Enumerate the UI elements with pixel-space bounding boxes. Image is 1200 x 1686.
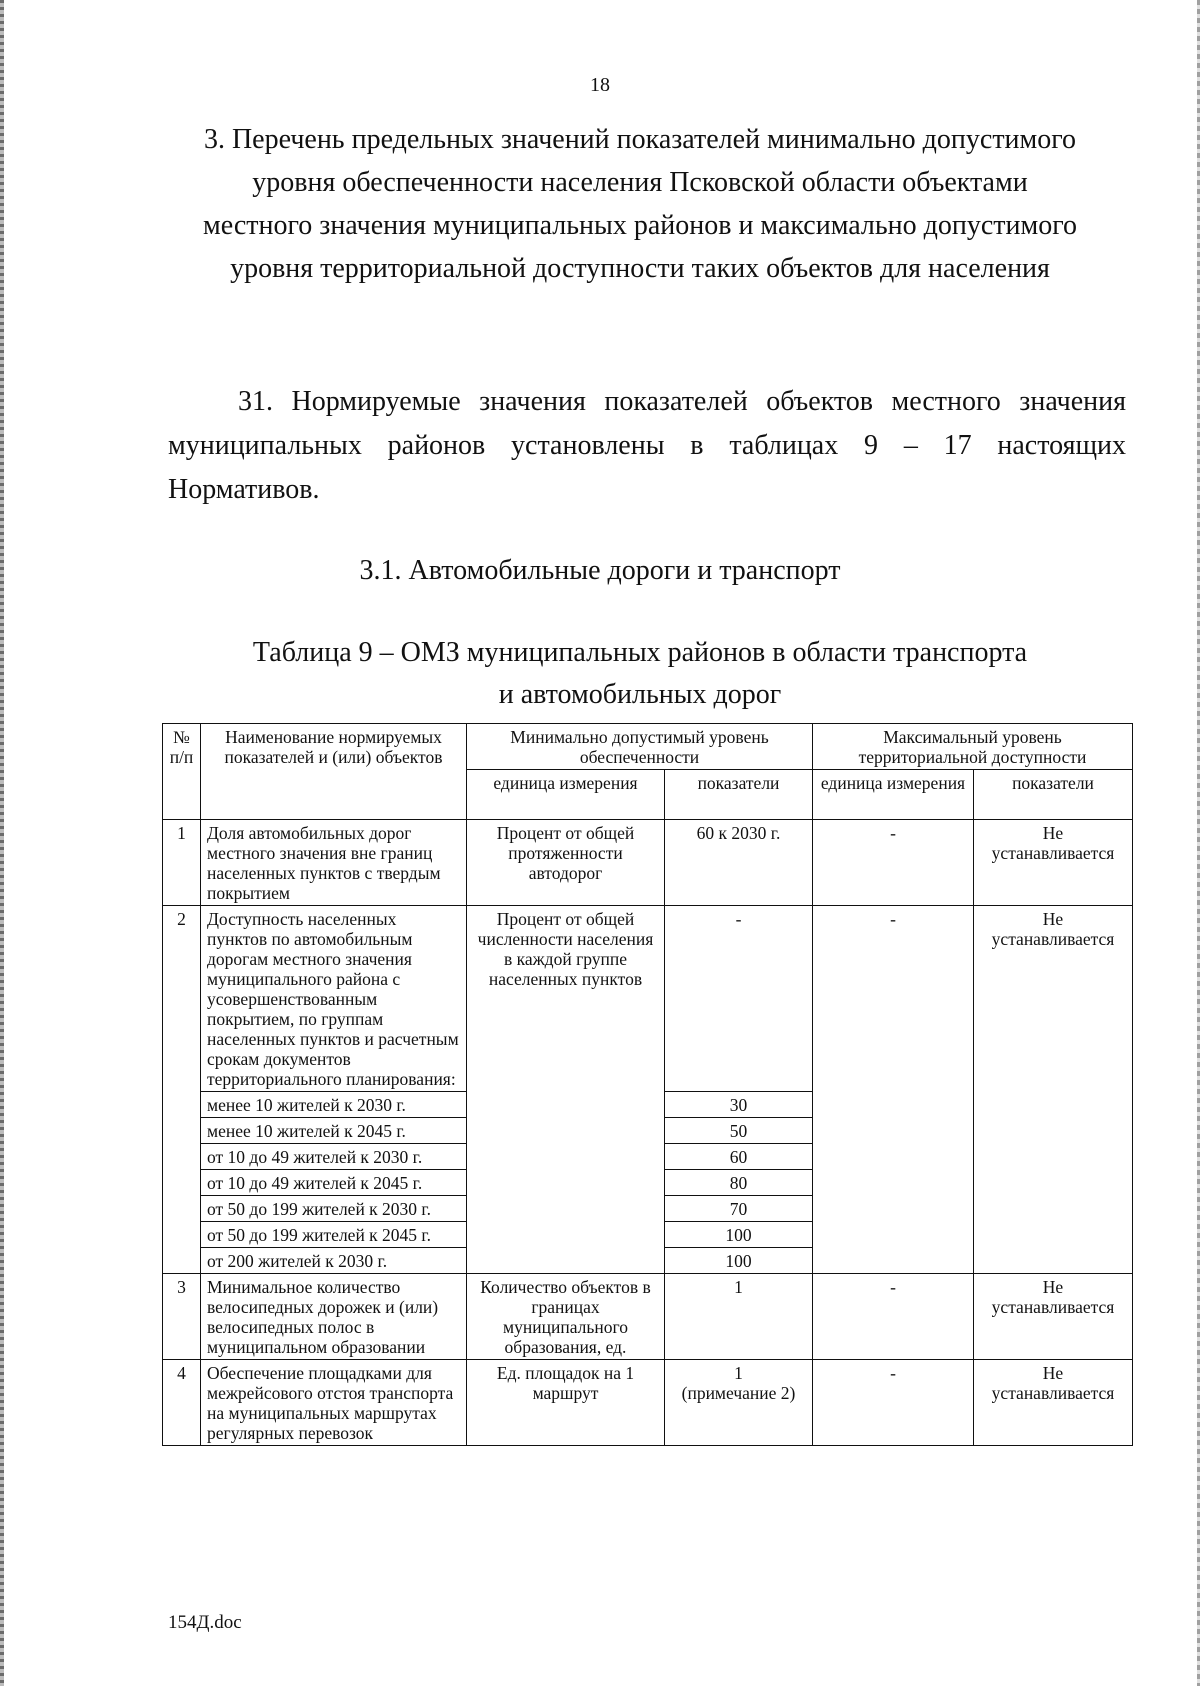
row4-num: 4 bbox=[163, 1360, 201, 1446]
scan-edge-left bbox=[0, 0, 4, 1686]
row1-unit: Процент от общей протяженности автодорог bbox=[467, 820, 665, 906]
subrow-value: 60 bbox=[665, 1144, 813, 1170]
row1-name: Доля автомобильных дорог местного значения вне границ населенных пунктов с твердым покрытием bbox=[201, 820, 467, 906]
subrow-value: 50 bbox=[665, 1118, 813, 1144]
table-row-4 bbox=[163, 1360, 1133, 1446]
row1-value: 60 к 2030 г. bbox=[665, 820, 813, 906]
subrow-name: от 10 до 49 жителей к 2030 г. bbox=[201, 1144, 467, 1170]
header-unit-max: единица измерения bbox=[813, 770, 974, 820]
table-caption-line2: и автомобильных дорог bbox=[498, 679, 782, 710]
table-caption bbox=[200, 632, 1080, 716]
row2-unit-max: - bbox=[813, 906, 974, 1274]
header-num: № п/п bbox=[163, 724, 201, 820]
subrow-name: менее 10 жителей к 2045 г. bbox=[201, 1118, 467, 1144]
row1-value-max: Не устанавливается bbox=[974, 820, 1133, 906]
subrow-name: от 50 до 199 жителей к 2030 г. bbox=[201, 1196, 467, 1222]
table-caption-line1: Таблица 9 – ОМЗ муниципальных районов в области транспорта bbox=[252, 637, 1028, 668]
subrow-name: от 50 до 199 жителей к 2045 г. bbox=[201, 1222, 467, 1248]
page-number: 18 bbox=[590, 74, 610, 96]
subrow-value: 70 bbox=[665, 1196, 813, 1222]
row3-value: 1 bbox=[665, 1274, 813, 1360]
subrow-name: менее 10 жителей к 2030 г. bbox=[201, 1092, 467, 1118]
row3-name: Минимальное количество велосипедных дорожек и (или) велосипедных полос в муниципальном образовании bbox=[201, 1274, 467, 1360]
section-title: 3. Перечень предельных значений показателей минимально допустимого уровня обеспеченности населения Псковской области объектами местного значения муниципальных районов и максимально допустимого уровня территориальной доступности таких объектов для населения bbox=[202, 124, 1078, 284]
header-indicators-max: показатели bbox=[974, 770, 1133, 820]
footer-filename: 154Д.doc bbox=[168, 1612, 242, 1633]
row3-unit: Количество объектов в границах муниципального образования, ед. bbox=[467, 1274, 665, 1360]
row2-name: Доступность населенных пунктов по автомобильным дорогам местного значения муниципального района с усовершенствованным покрытием, по группам населенных пунктов и расчетным срокам документов территориального планирования: bbox=[201, 906, 467, 1092]
subrow-value: 100 bbox=[665, 1248, 813, 1274]
omz-table bbox=[162, 723, 1133, 1446]
table-row-2 bbox=[163, 906, 1133, 1092]
row3-value-max: Не устанавливается bbox=[974, 1274, 1133, 1360]
row2-value: - bbox=[665, 906, 813, 1092]
table-row-1 bbox=[163, 820, 1133, 906]
subrow-value: 30 bbox=[665, 1092, 813, 1118]
row4-value: 1 bbox=[734, 1363, 743, 1383]
paragraph-31: 31. Нормируемые значения показателей объектов местного значения муниципальных районов установлены в таблицах 9 – 17 настоящих Нормативов. bbox=[168, 386, 1126, 505]
header-unit: единица измерения bbox=[467, 770, 665, 820]
subrow-value: 100 bbox=[665, 1222, 813, 1248]
header-max-level: Максимальный уровень территориальной доступности bbox=[813, 724, 1133, 770]
row4-value-max: Не устанавливается bbox=[974, 1360, 1133, 1446]
subrow-name: от 200 жителей к 2030 г. bbox=[201, 1248, 467, 1274]
header-row-1 bbox=[163, 724, 1133, 770]
row1-unit-max: - bbox=[813, 820, 974, 906]
row2-num: 2 bbox=[163, 906, 201, 1274]
header-name: Наименование нормируемых показателей и (или) объектов bbox=[201, 724, 467, 820]
row2-unit: Процент от общей численности населения в каждой группе населенных пунктов bbox=[467, 906, 665, 1274]
row4-unit-max: - bbox=[813, 1360, 974, 1446]
row3-unit-max: - bbox=[813, 1274, 974, 1360]
table-row-3 bbox=[163, 1274, 1133, 1360]
subsection-title: 3.1. Автомобильные дороги и транспорт bbox=[359, 555, 841, 586]
header-indicators: показатели bbox=[665, 770, 813, 820]
row4-value-cell bbox=[665, 1360, 813, 1446]
row4-unit: Ед. площадок на 1 маршрут bbox=[467, 1360, 665, 1446]
header-min-level: Минимально допустимый уровень обеспеченности bbox=[467, 724, 813, 770]
row1-num: 1 bbox=[163, 820, 201, 906]
row2-value-max: Не устанавливается bbox=[974, 906, 1133, 1274]
row4-name: Обеспечение площадками для межрейсового отстоя транспорта на муниципальных маршрутах регулярных перевозок bbox=[201, 1360, 467, 1446]
row4-value-note: (примечание 2) bbox=[681, 1383, 796, 1403]
subrow-value: 80 bbox=[665, 1170, 813, 1196]
subrow-name: от 10 до 49 жителей к 2045 г. bbox=[201, 1170, 467, 1196]
row3-num: 3 bbox=[163, 1274, 201, 1360]
